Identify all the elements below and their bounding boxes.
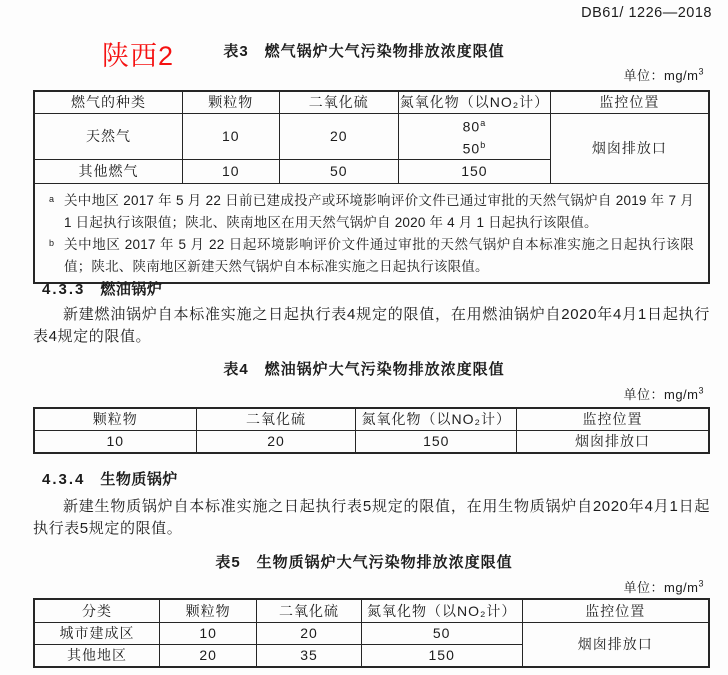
unit-exponent: 3	[698, 578, 704, 589]
nox-line-1	[399, 114, 550, 137]
area-cell: 其他地区	[34, 644, 160, 667]
footnote-marker: a	[49, 193, 55, 204]
value-cell: 10	[160, 622, 257, 644]
section-number: 4.3.4	[42, 471, 86, 488]
doc-number: DB61/ 1226—2018	[581, 5, 712, 21]
unit-value: mg/m	[663, 580, 699, 595]
value-cell: 50	[361, 622, 522, 644]
footnote-text: 关中地区 2017 年 5 月 22 日前已建成投产或环境影响评价文件已通过审批的天然气锅炉自 2019 年 7 月 1 日起执行该限值；陕北、陕南地区在用天然气锅炉自 2020 年 4 月 1 日起执行该限值。	[64, 192, 694, 230]
monitor-cell: 烟囱排放口	[517, 430, 709, 453]
header-cell: 燃气的种类	[34, 91, 183, 113]
table3-row-natural-gas	[34, 113, 709, 159]
footnote-b	[47, 234, 694, 278]
unit-text: 单位：	[623, 387, 664, 402]
table4-unit-label	[623, 384, 704, 403]
fuel-kind-cell: 其他燃气	[34, 159, 183, 183]
table5-unit-label	[623, 577, 704, 596]
section-heading-434	[42, 468, 178, 489]
table5-row-urban	[34, 622, 709, 644]
unit-value: mg/m	[663, 387, 699, 402]
value-cell: 20	[160, 644, 257, 667]
fuel-kind-cell: 天然气	[34, 113, 183, 159]
section-434-paragraph: 新建生物质锅炉自本标准实施之日起执行表5规定的限值，在用生物质锅炉自2020年4月1日起执行表5规定的限值。	[33, 498, 710, 537]
table5	[33, 598, 710, 668]
value-cell: 150	[361, 644, 522, 667]
footnote-ref-a: a	[480, 117, 487, 128]
header-cell: 二氧化硫	[279, 91, 398, 113]
section-heading-433	[42, 278, 162, 299]
footnote-marker: b	[49, 237, 55, 248]
header-cell: 二氧化硫	[196, 408, 356, 430]
monitor-cell: 烟囱排放口	[550, 113, 709, 183]
unit-text: 单位：	[623, 580, 664, 595]
value-cell: 50	[279, 159, 398, 183]
header-cell: 监控位置	[517, 408, 709, 430]
value-cell: 10	[183, 159, 280, 183]
unit-exponent: 3	[698, 66, 704, 77]
table4-title: 表4 燃油锅炉大气污染物排放浓度限值	[223, 361, 505, 378]
table3	[33, 90, 710, 284]
nox-value: 80	[462, 118, 481, 135]
header-cell: 分类	[34, 599, 160, 622]
header-cell: 颗粒物	[160, 599, 257, 622]
footnote-a	[47, 190, 694, 234]
value-cell: 35	[257, 644, 362, 667]
nox-line-2	[399, 136, 550, 159]
table3-header-row	[34, 91, 709, 113]
header-cell: 颗粒物	[183, 91, 280, 113]
footnote-area	[34, 183, 709, 283]
area-cell: 城市建成区	[34, 622, 160, 644]
province-stamp: 陕西2	[102, 41, 175, 71]
unit-text: 单位：	[623, 68, 664, 83]
value-cell: 20	[196, 430, 356, 453]
footnote-text: 关中地区 2017 年 5 月 22 日起环境影响评价文件通过审批的天然气锅炉自本标准实施之日起执行该限值；陕北、陕南地区新建天然气锅炉自本标准实施之日起执行该限值。	[64, 236, 694, 274]
header-cell: 氮氧化物（以NO₂计）	[398, 91, 550, 113]
value-cell: 20	[279, 113, 398, 159]
value-cell: 10	[183, 113, 280, 159]
value-cell: 150	[356, 430, 517, 453]
table4	[33, 407, 710, 454]
unit-value: mg/m	[663, 68, 699, 83]
header-cell: 氮氧化物（以NO₂计）	[361, 599, 522, 622]
section-title: 燃油锅炉	[100, 281, 163, 298]
table5-title: 表5 生物质锅炉大气污染物排放浓度限值	[215, 554, 513, 571]
header-cell: 监控位置	[550, 91, 709, 113]
header-cell: 氮氧化物（以NO₂计）	[356, 408, 517, 430]
table3-footnote-row	[34, 183, 709, 283]
monitor-cell: 烟囱排放口	[522, 622, 709, 667]
header-cell: 二氧化硫	[257, 599, 362, 622]
section-number: 4.3.3	[42, 281, 86, 298]
section-433-paragraph: 新建燃油锅炉自本标准实施之日起执行表4规定的限值，在用燃油锅炉自2020年4月1日起执行表4规定的限值。	[33, 306, 710, 345]
value-cell: 150	[398, 159, 550, 183]
header-cell: 颗粒物	[34, 408, 196, 430]
table5-header-row	[34, 599, 709, 622]
value-cell: 10	[34, 430, 196, 453]
table3-unit-label	[623, 65, 704, 84]
unit-exponent: 3	[698, 385, 704, 396]
section-title: 生物质锅炉	[100, 471, 178, 488]
header-cell: 监控位置	[522, 599, 709, 622]
table3-title: 表3 燃气锅炉大气污染物排放浓度限值	[223, 43, 505, 60]
nox-value: 50	[462, 140, 481, 157]
nox-value-cell	[398, 113, 550, 159]
table4-data-row	[34, 430, 709, 453]
table4-header-row	[34, 408, 709, 430]
footnote-ref-b: b	[480, 140, 487, 151]
value-cell: 20	[257, 622, 362, 644]
